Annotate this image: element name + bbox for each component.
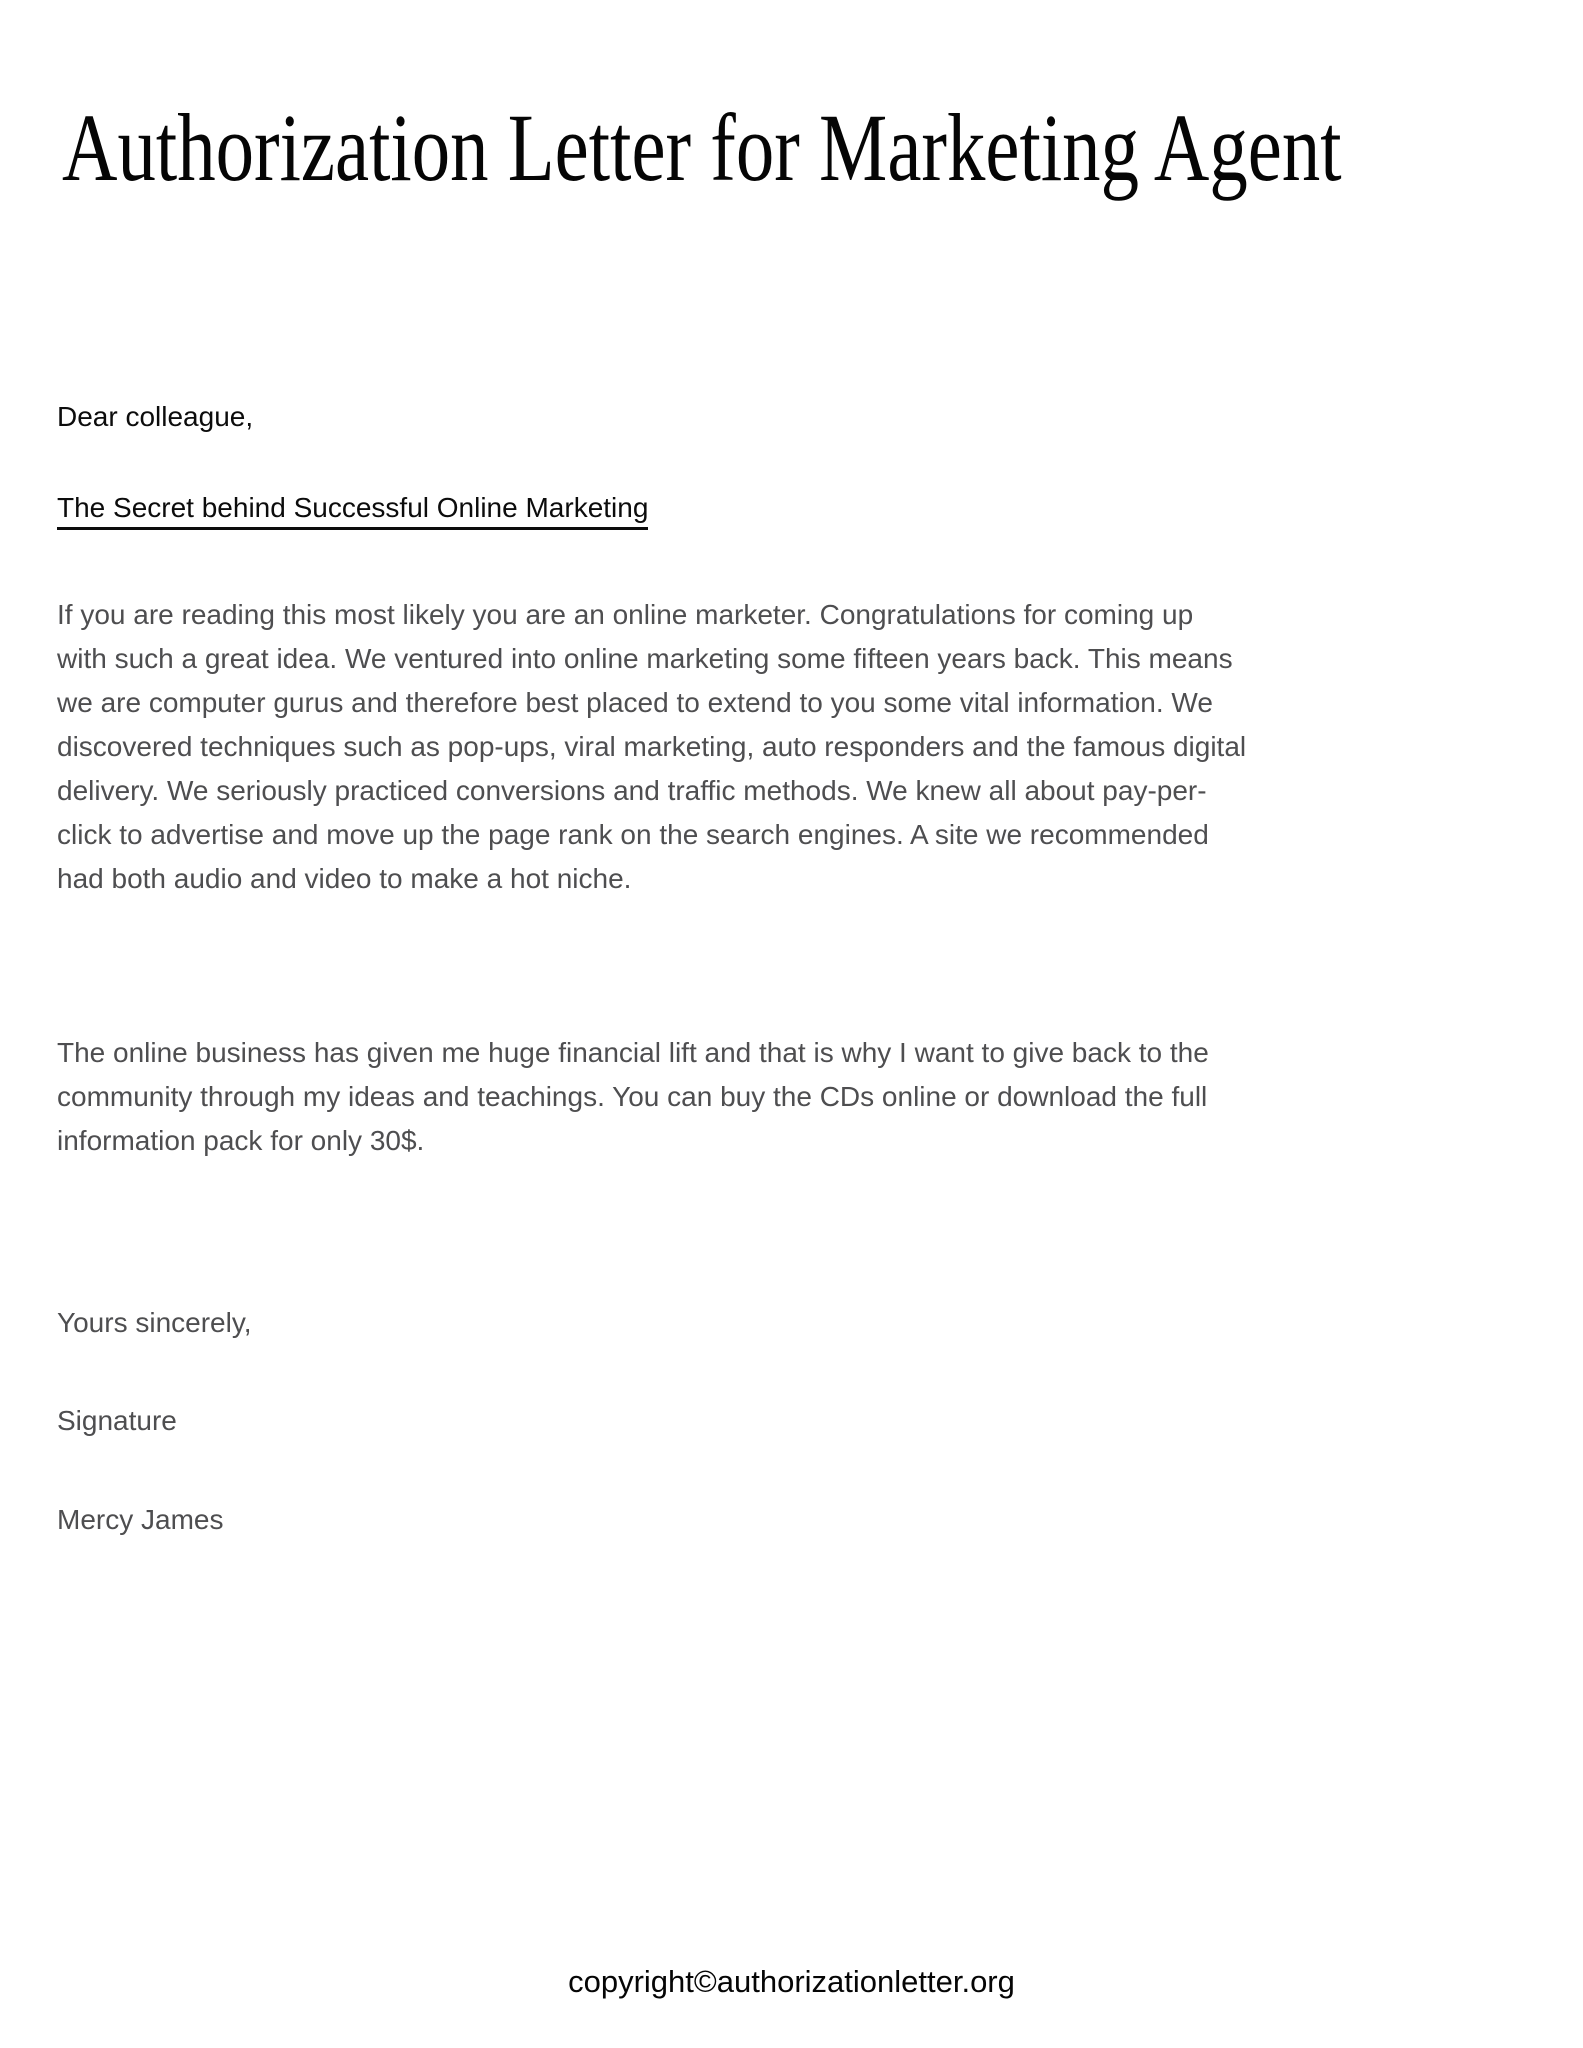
paragraph-line: we are computer gurus and therefore best placed to extend to you some vital information. We [57, 687, 1213, 718]
paragraph-line: community through my ideas and teachings. You can buy the CDs online or download the full [57, 1081, 1208, 1112]
signer-name: Mercy James [57, 1504, 224, 1535]
paragraph-line: If you are reading this most likely you are an online marketer. Congratulations for coming up [57, 599, 1194, 630]
signature-label: Signature [57, 1405, 177, 1436]
greeting-line: Dear colleague, [57, 401, 254, 432]
subject-line [57, 491, 648, 530]
paragraph-line: The online business has given me huge financial lift and that is why I want to give back to the [57, 1037, 1209, 1068]
paragraph-line: discovered techniques such as pop-ups, viral marketing, auto responders and the famous digital [57, 731, 1247, 762]
footer-copyright: copyright©authorizationletter.org [568, 1964, 1015, 1999]
paragraph-line: with such a great idea. We ventured into online marketing some fifteen years back. This means [57, 643, 1233, 674]
paragraph-line: delivery. We seriously practiced conversions and traffic methods. We knew all about pay-per- [57, 775, 1207, 806]
closing-line: Yours sincerely, [57, 1307, 252, 1338]
paragraph-line: had both audio and video to make a hot niche. [57, 863, 632, 894]
body-paragraph-1 [57, 593, 1246, 901]
body-paragraph-2 [57, 1031, 1209, 1163]
paragraph-line: information pack for only 30$. [57, 1125, 425, 1156]
subject-underlined-text: The Secret behind Successful Online Marketing [57, 491, 648, 530]
page-title: Authorization Letter for Marketing Agent [62, 94, 1342, 201]
paragraph-line: click to advertise and move up the page rank on the search engines. A site we recommended [57, 819, 1209, 850]
